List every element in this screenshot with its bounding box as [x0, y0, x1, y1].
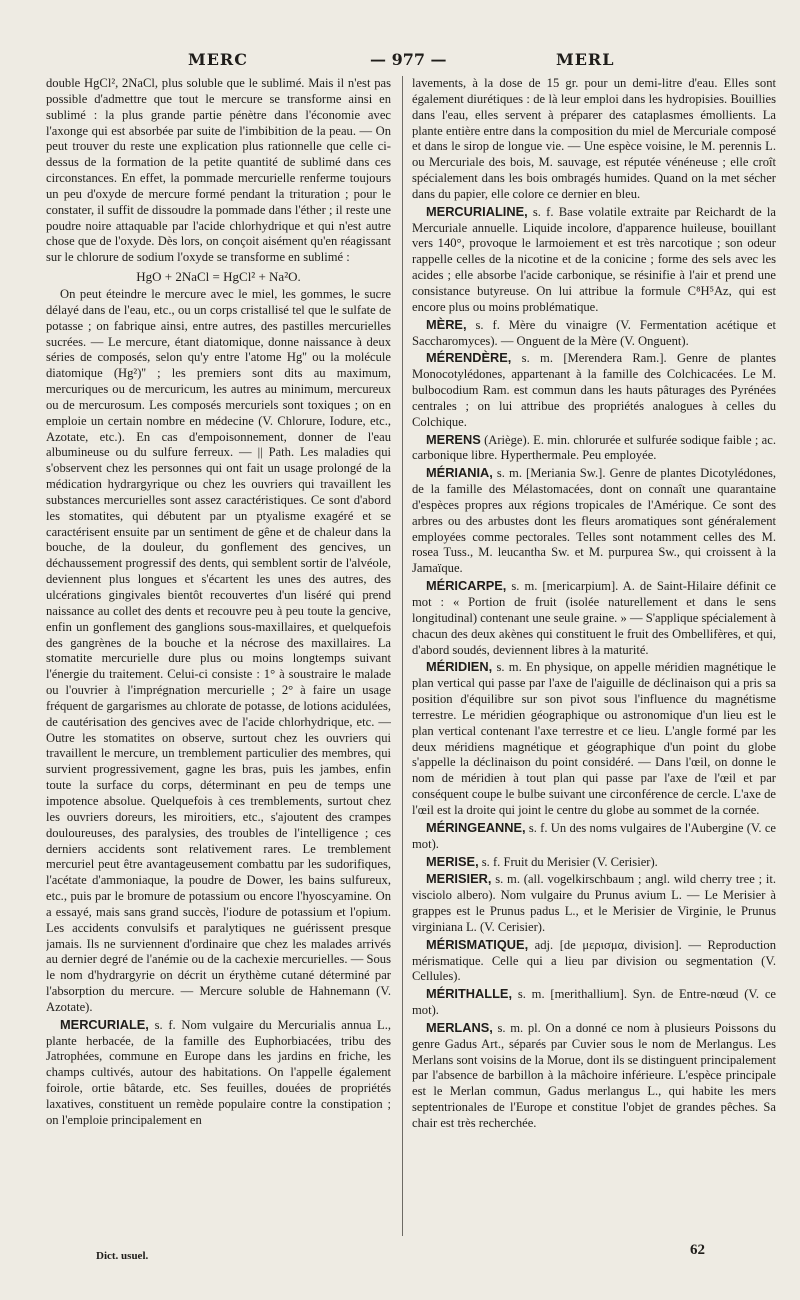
- paragraph-mercuriale-continued: lavements, à la dose de 15 gr. pour un demi-litre d'eau. Elles sont également diurétiques : de là leur emploi dans les hydropisies. Bouillies dans l'eau, elles servent à préparer des cataplasmes émollients. La plante entière entre dans la composition du miel de Mercuriale composé et dans le sirop de longue vie. — Une espèce voisine, le M. perennis L. ou Mercuriale des bois, M. sauvage, est réputée vénéneuse ; elle croît spécialement dans les bois ombragés humides. Quand on la met sécher dans du papier, elle colore ce dernier en bleu.: [412, 76, 776, 201]
- entry-body: s. m. [mericarpium]. A. de Saint-Hilaire définit ce mot : « Portion de fruit (isolée naturellement et dans le sens longitudinal) contenant une seule graine. » — S'applique spécialement à chacun des deux akènes qui constituent le fruit des Ombellifères, et qui, d'abord soudés, deviennent libres à la maturité.: [412, 579, 776, 657]
- headword: MÉRISMATIQUE,: [426, 936, 529, 952]
- header-page-number: — 977 —: [370, 50, 447, 69]
- entry-body: s. m. [Merendera Ram.]. Genre de plantes Monocotylédones, appartenant à la famille des Colchicacées. Le M. bulbocodium Ram. est commun dans les hauts pâturages des Pyrénées centrales ; on lui attribue des propriétés analogues à celles du Colchique.: [412, 351, 776, 429]
- dictionary-entry: [412, 350, 776, 430]
- entry-body: s. f. Nom vulgaire du Mercurialis annua L., plante herbacée, de la famille des Euphorbiacées, tribu des Jatrophées, commune en Europe dans les jardins en friche, les champs cultivés, autour des habitations. On l'appelle également foirole, ortie bâtarde, etc. Ses feuilles, douées de propriétés laxatives, constituent un remède populaire contre la constipation ; on l'emploie principalement en: [46, 1017, 391, 1127]
- left-column: [46, 76, 391, 1236]
- paragraph-mercure-pathology: On peut éteindre le mercure avec le miel, les gommes, le sucre délayé dans de l'eau, etc., ou un corps cristallisé tel que le sulfate de potasse ; on fabrique ainsi, entre autres, des pastilles mercurielles sucrées. — Le mercure, étant diatomique, donne naissance à deux séries de composés, selon qu'y entre l'atome Hg'' ou la molécule diatomique (Hg²)'' ; les premiers sont dits au maximum, mercuriques ou de mercuricum, les autres au minimum, mercureux ou de mercurosum. Les composés mercuriels sont toxiques ; on en emploie un certain nombre en médecine (V. Chlorure, Iodure, etc., Azotate, etc.). En cas d'empoisonnement, donner de l'eau albumineuse ou du sulfure ferreux. — || Path. Les maladies qui s'observent chez les personnes qui ont fait un usage prolongé de la médication hydrargyrique ou chez les ouvriers qui travaillent les substances mercurielles sont assez caractéristiques. Ce sont d'abord les stomatites, qui débutent par un ptyalisme exagéré et se caractérisent ensuite par un sentiment de gêne et de chaleur dans la bouche, de la douleur, du gonflement des gencives, un déchaussement progressif des dents, qui semblent sortir de l'alvéole, deviennent plus longues et s'écartent les unes des autres, des ulcérations gingivales bientôt recouvertes d'un liséré qui prend naissance au collet des dents et recouvre peu à peu toute la gencive, enfin un gonflement des ganglions sous-maxillaires, et quelquefois des gangrènes de la bouche et la nécrose des maxillaires. La stomatite mercurielle dure plus ou moins longtemps suivant l'énergie du traitement. Celui-ci consiste : 1° à soustraire le malade ou l'ouvrier à l'imprégnation mercurielle ; 2° à faire un usage fréquent de gargarismes au chlorate de potasse, de lotions acidulées, de cautérisation des gencives avec de l'acide chlorhydrique, etc. — Outre les stomatites on observe, surtout chez les ouvriers qui travaillent le mercure, un tremblement particulier des membres, qui survient progressivement, gagne les bras, puis les jambes, enfin toute la surface du corps, déterminant en peu de temps une impotence absolue. Quelquefois à ces tremblements, surtout chez les ouvriers doreurs, les miroitiers, etc., s'ajoutent des crampes douloureuses, des paralysies, des troubles de l'intelligence ; ces derniers accidents sont relativement rares. Le tremblement mercuriel peut être avantageusement combattu par les sudorifiques, l'acétate d'ammoniaque, la poudre de Dower, les bains sulfureux, etc., puis par le bromure de potassium ou encore l'hyoscyamine. On a essayé, mais sans grand succès, l'iodure de potassium et l'opium. Les accidents convulsifs et paralytiques ne guérissent presque jamais. Ils ne surviennent d'ordinaire que chez les malades arrivés au dernier degré de l'anémie ou de la cachexie mercurielles. — Sous le nom d'hydrargyrie on décrit un érythème cutané déterminé par l'absorption du mercure. — Mercure soluble de Hahnemann (V. Azotate).: [46, 286, 391, 1014]
- header-left-guide-word: MERC: [188, 50, 248, 69]
- footer-sheet-number: 62: [690, 1242, 705, 1258]
- entry-body: (Ariège). E. min. chlorurée et sulfurée sodique faible ; ac. carbonique libre. Hyperthermale. Peu employée.: [412, 432, 776, 463]
- entry-body: s. f. Fruit du Merisier (V. Cerisier).: [481, 854, 658, 869]
- dictionary-entry: [412, 1020, 776, 1132]
- entry-body: s. f. Mère du vinaigre (V. Fermentation acétique et Saccharomyces). — Onguent de la Mère (V. Onguent).: [412, 317, 776, 348]
- entry-body: s. m. (all. vogelkirschbaum ; angl. wild cherry tree ; it. visciolo albero). Nom vulgaire du Prunus avium L. — Le Merisier à grappes est le Prunus padus L., et le Merisier de Virginie, le Prunus virginiana L. (V. Cerisier).: [412, 872, 776, 934]
- entry-body: s. f. Un des noms vulgaires de l'Aubergine (V. ce mot).: [412, 820, 776, 851]
- headword: MÉRICARPE,: [426, 578, 507, 594]
- entry-mercuriale: [46, 1017, 391, 1129]
- dictionary-entry: [412, 204, 776, 316]
- headword: MERENS: [426, 431, 481, 447]
- headword: MERCURIALE,: [60, 1016, 149, 1032]
- footer-signature: Dict. usuel.: [96, 1250, 149, 1262]
- headword: MERISE,: [426, 853, 479, 869]
- headword: MÉRINGEANNE,: [426, 819, 526, 835]
- entry-list: [412, 204, 776, 1132]
- entry-body: s. f. Base volatile extraite par Reichardt de la Mercuriale annuelle. Liquide incolore, d'apparence huileuse, bouillant vers 140°, provoque le larmoiement et est très narcotique ; son odeur rappelle celles de la nicotine et de la conicine ; forme des sels avec les acides ; elle absorbe l'acide carbonique, se résinifie à l'air et prend une consistance butyreuse. On lui attribue la formule C⁸H⁵Az, qui est encore plus ou moins problématique.: [412, 204, 776, 314]
- dictionary-entry: [412, 432, 776, 465]
- headword: MÉRITHALLE,: [426, 986, 513, 1002]
- header-right-guide-word: MERL: [556, 50, 615, 69]
- right-column: [412, 76, 776, 1236]
- headword: MERLANS,: [426, 1019, 493, 1035]
- dictionary-entry: [412, 937, 776, 986]
- dictionary-entry: [412, 986, 776, 1019]
- column-divider: [402, 76, 403, 1236]
- entry-body: s. m. [Meriania Sw.]. Genre de plantes Dicotylédones, de la famille des Mélastomacées, dont on connaît une quarantaine d'espèces propres aux régions tropicales de l'Amérique. Ce sont des arbres ou des arbustes dont les fleurs aromatiques sont généralement employées comme pectorales. Telles sont notamment celles des M. rosea Tuss., M. leucantha Sw. et M. purpurea Sw., qui croissent à la Jamaïque.: [412, 466, 776, 576]
- headword: MÉRENDÈRE,: [426, 350, 512, 366]
- entry-body: s. m. pl. On a donné ce nom à plusieurs Poissons du genre Gadus Art., séparés par Cuvier sous le nom de Merlangus. Les Merlans sont voisins de la Morue, dont ils se distinguent principalement par l'absence de barbillon à la mâchoire inférieure. L'espèce principale est le Merlan commun, Gadus merlangus L., qui habite les mers septentrionales de l'Europe et constitue l'objet de grandes pêches. Sa chair est très recherchée.: [412, 1020, 776, 1130]
- dictionary-entry: [412, 659, 776, 818]
- paragraph-mercure-continued: double HgCl², 2NaCl, plus soluble que le sublimé. Mais il n'est pas possible d'admettre que tout le mercure se transforme ainsi en sublimé : la plus grande partie pénètre dans l'économie avec l'axonge qui est absorbée par suite de l'imbibition de la peau. — On peut trouver du reste une explication plus rationnelle que celle ci-dessus de la formation de la petite quantité de sublimé dans ces circonstances. En effet, la pommade mercurielle renferme toujours un peu d'oxyde de mercure formé pendant la trituration ; pour le constater, il suffit de dissoudre la pommade dans l'éther ; il reste une poudre noire attaquable par l'acide chlorhydrique et qui n'est autre chose que de l'oxyde. Dès lors, on conçoit aisément qu'en réagissant sur le chlorure de sodium l'oxyde se transforme en sublimé :: [46, 76, 391, 265]
- dictionary-entry: [412, 317, 776, 350]
- headword: MÈRE,: [426, 316, 467, 332]
- headword: MÉRIANIA,: [426, 465, 493, 481]
- headword: MÉRIDIEN,: [426, 659, 493, 675]
- dictionary-entry: [412, 820, 776, 853]
- dictionary-entry: [412, 578, 776, 658]
- dictionary-entry: [412, 854, 776, 871]
- dictionary-entry: [412, 465, 776, 577]
- entry-body: s. m. [merithallium]. Syn. de Entre-nœud (V. ce mot).: [412, 987, 776, 1018]
- chemical-formula: HgO + 2NaCl = HgCl² + Na²O.: [136, 269, 301, 285]
- entry-body: s. m. En physique, on appelle méridien magnétique le plan vertical qui passe par l'axe de l'aiguille de déclinaison qui a pris sa position d'équilibre sur son pivot sous l'influence du magnétisme terrestre. Le méridien géographique ou astronomique d'un lieu est le plan vertical contenant l'axe terrestre et ce lieu. L'angle formé par les deux méridiens magnétique et géographique d'un point du globe s'appelle la déclinaison du point considéré. — Dans l'œil, on donne le nom de méridien à tout plan qui passe par l'axe de l'œil et par conséquent coupe le bulbe suivant une circonférence de cercle. L'axe de l'œil est la droite qui joint le centre du globe au sommet de la cornée.: [412, 660, 776, 817]
- running-header: [40, 46, 760, 74]
- dictionary-entry: [412, 871, 776, 935]
- headword: MERISIER,: [426, 871, 492, 887]
- entry-body: adj. [de μερισμα, division]. — Reproduction mérismatique. Celle qui a lieu par division ou segmentation (V. Cellules).: [412, 937, 776, 984]
- headword: MERCURIALINE,: [426, 203, 528, 219]
